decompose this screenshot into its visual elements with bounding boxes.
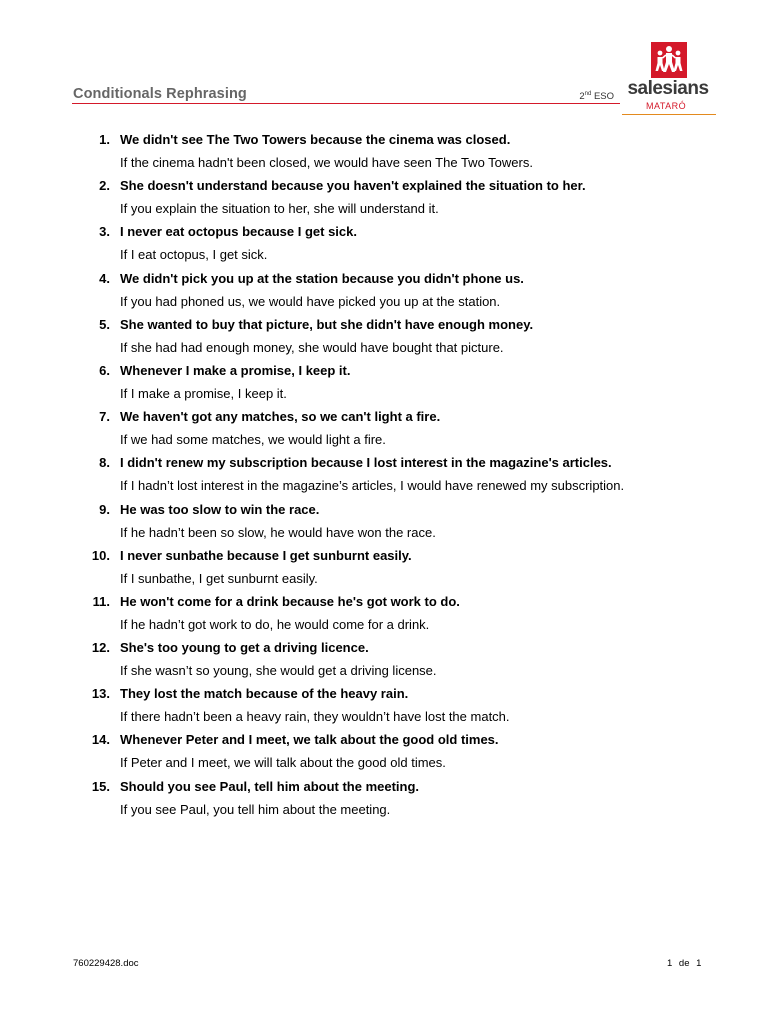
exercise-item xyxy=(0,544,768,590)
exercise-question: Whenever Peter and I meet, we talk about the good old times. xyxy=(120,732,499,748)
exercise-number: 9. xyxy=(99,501,110,517)
exercise-answer: If you had phoned us, we would have picked you up at the station. xyxy=(120,293,501,309)
exercise-question: She wanted to buy that picture, but she didn't have enough money. xyxy=(120,316,534,332)
exercise-answer: If we had some matches, we would light a fire. xyxy=(120,432,386,448)
exercise-item xyxy=(0,451,768,497)
exercise-question: We didn't see The Two Towers because the cinema was closed. xyxy=(120,132,511,147)
footer-page-number: 1 de 1 xyxy=(667,958,702,969)
header-divider xyxy=(72,103,620,104)
exercise-number: 1. xyxy=(99,132,110,147)
exercise-answer: If you see Paul, you tell him about the meeting. xyxy=(120,801,391,817)
exercise-item xyxy=(0,359,768,405)
exercise-question: She's too young to get a driving licence. xyxy=(120,640,369,656)
exercise-number: 15. xyxy=(91,778,110,794)
exercise-item xyxy=(0,728,768,774)
exercise-number: 6. xyxy=(99,362,110,378)
exercise-list xyxy=(0,128,768,821)
exercise-item xyxy=(0,405,768,451)
salesians-logo-icon xyxy=(651,42,687,78)
exercise-question: We didn't pick you up at the station because you didn't phone us. xyxy=(120,270,524,286)
course-label xyxy=(579,91,614,102)
exercise-item xyxy=(0,267,768,313)
course-suffix: nd xyxy=(584,91,592,97)
exercise-answer: If he hadn’t got work to do, he would come for a drink. xyxy=(120,616,430,632)
exercise-answer: If she wasn’t so young, she would get a driving license. xyxy=(120,663,437,679)
exercise-question: I never sunbathe because I get sunburnt easily. xyxy=(120,547,412,563)
exercise-number: 7. xyxy=(99,409,110,425)
exercise-number: 3. xyxy=(99,224,110,240)
exercise-item xyxy=(0,590,768,636)
exercise-item xyxy=(0,775,768,821)
footer-filename: 760229428.doc xyxy=(73,958,139,969)
exercise-number: 11. xyxy=(92,593,110,609)
exercise-answer: If I sunbathe, I get sunburnt easily. xyxy=(120,570,318,586)
exercise-question: He was too slow to win the race. xyxy=(120,501,320,517)
exercise-number: 5. xyxy=(99,316,110,332)
exercise-item xyxy=(0,174,768,220)
exercise-answer: If the cinema hadn't been closed, we would have seen The Two Towers. xyxy=(120,155,533,170)
exercise-answer: If I make a promise, I keep it. xyxy=(120,385,287,401)
exercise-question: Should you see Paul, tell him about the meeting. xyxy=(120,778,420,794)
salesians-logo xyxy=(620,42,716,117)
logo-wordmark: salesians xyxy=(627,78,709,99)
exercise-item xyxy=(0,636,768,682)
page-header xyxy=(72,86,620,106)
exercise-answer: If there hadn’t been a heavy rain, they wouldn’t have lost the match. xyxy=(120,709,510,725)
logo-divider xyxy=(622,114,716,115)
exercise-answer: If I eat octopus, I get sick. xyxy=(120,247,268,263)
exercise-item xyxy=(0,220,768,266)
logo-subtitle: MATARÓ xyxy=(646,101,687,111)
exercise-question: I didn't renew my subscription because I lost interest in the magazine's articles. xyxy=(120,455,612,471)
exercise-number: 13. xyxy=(91,686,110,702)
exercise-question: Whenever I make a promise, I keep it. xyxy=(120,362,351,378)
exercise-number: 14. xyxy=(91,732,110,748)
exercise-answer: If he hadn’t been so slow, he would have won the race. xyxy=(120,524,436,540)
exercise-question: We haven't got any matches, so we can't light a fire. xyxy=(120,409,441,425)
exercise-number: 8. xyxy=(99,455,110,471)
exercise-question: I never eat octopus because I get sick. xyxy=(120,224,357,240)
exercise-answer: If she had had enough money, she would have bought that picture. xyxy=(120,339,504,355)
exercise-item xyxy=(0,682,768,728)
exercise-item xyxy=(0,498,768,544)
course-level: ESO xyxy=(593,91,614,102)
exercise-answer: If you explain the situation to her, she will understand it. xyxy=(120,201,439,217)
document-title: Conditionals Rephrasing xyxy=(73,86,247,102)
exercise-question: They lost the match because of the heavy rain. xyxy=(120,686,409,702)
exercise-answer: If I hadn’t lost interest in the magazine’s articles, I would have renewed my subscription. xyxy=(120,478,625,494)
exercise-number: 12. xyxy=(91,640,110,656)
exercise-answer: If Peter and I meet, we will talk about the good old times. xyxy=(120,755,446,771)
exercise-number: 2. xyxy=(99,178,110,194)
course-ordinal: 2 xyxy=(579,91,585,102)
exercise-question: She doesn't understand because you haven't explained the situation to her. xyxy=(120,178,586,194)
exercise-item xyxy=(0,128,768,174)
exercise-question: He won't come for a drink because he's got work to do. xyxy=(120,593,460,609)
exercise-item xyxy=(0,313,768,359)
exercise-number: 10. xyxy=(91,547,110,563)
exercise-number: 4. xyxy=(99,270,110,286)
